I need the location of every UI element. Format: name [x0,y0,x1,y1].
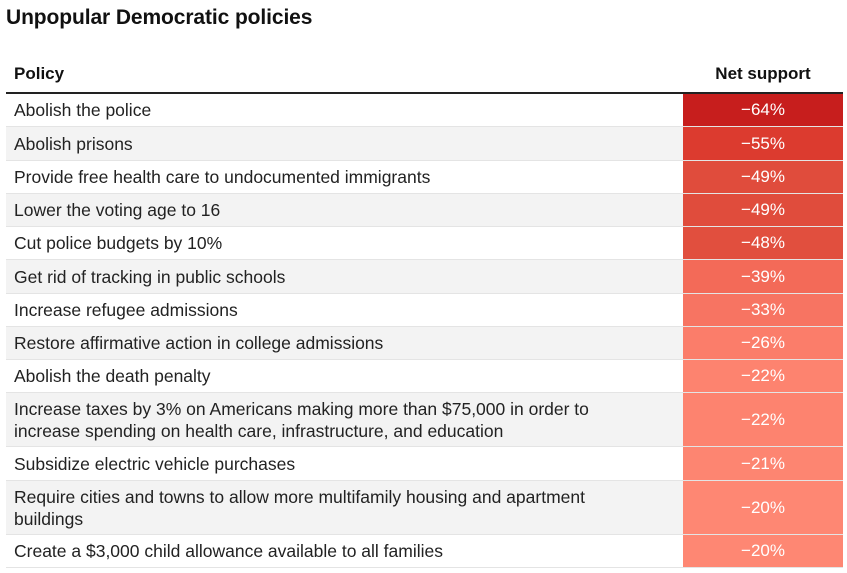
policy-cell: Abolish the death penalty [14,366,211,386]
policy-cell: Abolish the police [14,100,152,120]
policy-cell: Abolish prisons [14,133,133,154]
table-row [6,260,843,294]
table-row [6,360,843,393]
table-row [6,447,843,481]
net-support-cell: −49% [683,194,843,226]
chart-title: Unpopular Democratic policies [6,6,313,29]
net-support-cell: −33% [683,294,843,326]
net-support-cell: −21% [683,447,843,480]
policy-cell: Lower the voting age to 16 [14,200,221,220]
net-support-cell: −26% [683,327,843,359]
policy-cell: Increase taxes by 3% on Americans making more than $75,000 in order to increase spending on health care, infrastructure, and education [14,398,589,441]
net-support-cell: −64% [683,94,843,126]
net-support-cell: −55% [683,127,843,160]
header-policy: Policy [14,64,65,83]
table-row [6,227,843,260]
table-row [6,327,843,360]
net-support-cell: −22% [683,393,843,446]
policy-cell: Subsidize electric vehicle purchases [14,453,296,474]
table-row [6,393,843,447]
table-row [6,161,843,194]
net-support-cell: −20% [683,535,843,567]
net-support-cell: −48% [683,227,843,259]
policy-cell: Restore affirmative action in college admissions [14,333,384,353]
policy-cell: Require cities and towns to allow more multifamily housing and apartment buildings [14,486,585,529]
net-support-cell: −20% [683,481,843,534]
table-row [6,294,843,327]
policy-cell: Provide free health care to undocumented immigrants [14,167,431,187]
policy-cell: Create a $3,000 child allowance available to all families [14,541,443,561]
policy-cell: Increase refugee admissions [14,300,238,320]
table-row [6,194,843,227]
table-row [6,535,843,568]
net-support-cell: −49% [683,161,843,193]
policy-table [6,56,843,568]
table-row [6,481,843,535]
net-support-cell: −39% [683,260,843,293]
table-header [6,56,843,94]
policy-cell: Get rid of tracking in public schools [14,266,286,287]
table-row [6,94,843,127]
table-row [6,127,843,161]
table-body [6,94,843,568]
header-net-support: Net support [715,64,811,83]
policy-cell: Cut police budgets by 10% [14,233,223,253]
net-support-cell: −22% [683,360,843,392]
